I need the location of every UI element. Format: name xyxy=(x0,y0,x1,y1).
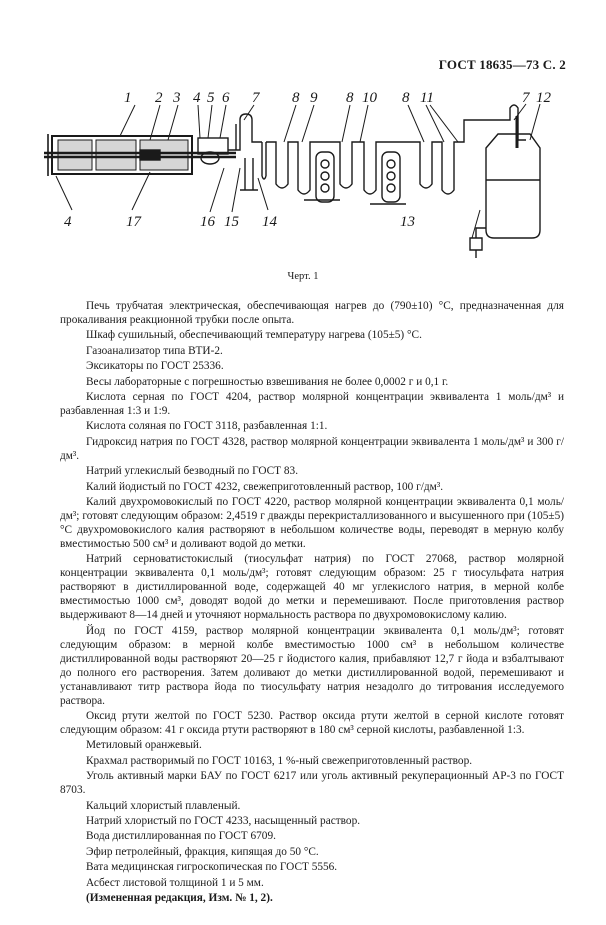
paragraph: Вода дистиллированная по ГОСТ 6709. xyxy=(86,830,276,843)
label-4-top: 4 xyxy=(193,90,201,106)
label-10: 10 xyxy=(362,90,377,106)
label-8-third: 8 xyxy=(402,90,410,106)
label-5: 5 xyxy=(207,90,215,106)
paragraph: Асбест листовой толщиной 1 и 5 мм. xyxy=(86,876,264,889)
paragraph: Натрий хлористый по ГОСТ 4233, насыщенный раствор. xyxy=(86,815,361,828)
paragraph: Кислота серная по ГОСТ 4204, раствор молярной концентрации эквивалента 1 моль/дм³ и разбавленная 1:3 и 1:9. xyxy=(60,390,564,417)
paragraph: Уголь активный марки БАУ по ГОСТ 6217 или уголь активный рекуперационный АР-3 по ГОСТ 8703. xyxy=(60,770,564,797)
label-8-first: 8 xyxy=(292,90,300,106)
label-8-second: 8 xyxy=(346,90,354,106)
paragraph: Йод по ГОСТ 4159, раствор молярной концентрации эквивалента 0,1 моль/дм³; готовят следующим образом: в мерной колбе вместимостью 1000 см³ в небольшом количестве дистиллированной воды растворяют 20—25 г йодистого калия, прибавляют 12,7 г йода и взбалтывают до полного его растворения. Затем доливают до метки дистиллированной водой, перемешивают и устанавливают титр раствора йода по тиосульфату натрия незадолго до титрования исследуемого раствора. xyxy=(60,624,564,707)
paragraph: Весы лабораторные с погрешностью взвешивания не более 0,0002 г и 0,1 г. xyxy=(86,375,449,388)
paragraph: Кальций хлористый плавленый. xyxy=(86,799,241,812)
label-15: 15 xyxy=(224,214,239,230)
paragraph: Натрий серноватистокислый (тиосульфат натрия) по ГОСТ 27068, раствор молярной концентрации эквивалента 0,1 моль/дм³; готовят следующим образом: 25 г тиосульфата натрия растворяют в дистиллированной воде, содержащей 40 мг углекислого натрия, в мерной колбе вместимостью 1000 см³, доводят водой до метки и перемешивают. После приготовления раствор выдерживают 8—14 дней и уточняют нормальность раствора по двухромовокислому калию. xyxy=(60,553,564,622)
drain-valve xyxy=(470,228,486,258)
paragraph: Оксид ртути желтой по ГОСТ 5230. Раствор оксида ртути желтой в серной кислоте готовят следующим образом: 41 г оксида ртути растворяют в 180 см³ серной кислоты, разбавленной 1:3. xyxy=(60,710,564,737)
gas-burette xyxy=(486,134,540,238)
paragraph: Эксикаторы по ГОСТ 25336. xyxy=(86,360,224,373)
paragraph: Эфир петролейный, фракция, кипящая до 50 °С. xyxy=(86,845,319,858)
label-6: 6 xyxy=(222,90,230,106)
label-2: 2 xyxy=(155,90,163,106)
label-12: 12 xyxy=(536,90,551,106)
apparatus-drawing xyxy=(40,80,570,270)
apparatus-diagram xyxy=(40,80,570,270)
paragraph: Калий йодистый по ГОСТ 4232, свежеприготовленный раствор, 100 г/дм³. xyxy=(86,480,444,493)
label-14: 14 xyxy=(262,214,277,230)
paragraph: Крахмал растворимый по ГОСТ 10163, 1 %-ный свежеприготовленный раствор. xyxy=(86,754,473,767)
paragraph: Вата медицинская гигроскопическая по ГОСТ 5556. xyxy=(86,861,338,874)
page-header: ГОСТ 18635—73 С. 2 xyxy=(438,57,566,72)
label-4-bottom: 4 xyxy=(64,214,72,230)
label-7-right: 7 xyxy=(522,90,530,106)
absorber-6 xyxy=(198,138,228,154)
paragraph: Газоанализатор типа ВТИ-2. xyxy=(86,344,223,357)
paragraph: Печь трубчатая электрическая, обеспечивающая нагрев до (790±10) °С, предназначенная для прокаливания реакционной трубки после опыта. xyxy=(60,300,564,326)
document-body xyxy=(60,299,564,906)
label-13: 13 xyxy=(400,214,415,230)
label-17: 17 xyxy=(126,214,141,230)
label-7-left: 7 xyxy=(252,90,260,106)
paragraph: Шкаф сушильный, обеспечивающий температуру нагрева (105±5) °С. xyxy=(86,329,422,342)
label-16: 16 xyxy=(200,214,215,230)
paragraph: Кислота соляная по ГОСТ 3118, разбавленная 1:1. xyxy=(86,420,328,433)
revision-note: (Измененная редакция, Изм. № 1, 2). xyxy=(86,891,273,904)
paragraph: Натрий углекислый безводный по ГОСТ 83. xyxy=(86,465,299,478)
paragraph: Калий двухромовокислый по ГОСТ 4220, раствор молярной концентрации эквивалента 0,1 моль/дм³; готовят следующим образом: 2,4519 г дважды перекристаллизованного и высушенного при (105±5) °С двухромовокислого калия растворяют в небольшом количестве воды, переводят в мерную колбу вместимостью 500 см³ и доливают водой до метки. xyxy=(60,495,564,550)
label-3: 3 xyxy=(173,90,181,106)
label-1: 1 xyxy=(124,90,132,106)
label-11: 11 xyxy=(420,90,434,106)
paragraph: Метиловый оранжевый. xyxy=(86,739,202,752)
label-9: 9 xyxy=(310,90,318,106)
paragraph: Гидроксид натрия по ГОСТ 4328, раствор молярной концентрации эквивалента 1 моль/дм³ и 300 г/дм³. xyxy=(60,435,564,462)
figure-caption: Черт. 1 xyxy=(287,271,319,282)
